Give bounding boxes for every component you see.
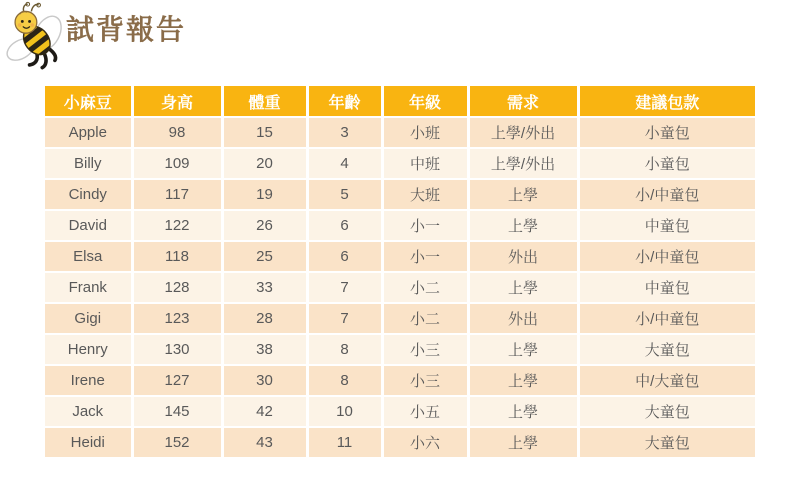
cell-name: Jack (45, 396, 132, 427)
cell-name: Cindy (45, 179, 132, 210)
cell-name: Apple (45, 117, 132, 148)
cell-name: Heidi (45, 427, 132, 458)
cell-need: 外出 (468, 241, 578, 272)
cell-weight: 15 (222, 117, 307, 148)
cell-name: Frank (45, 272, 132, 303)
cell-bag: 小/中童包 (578, 179, 755, 210)
cell-bag: 小/中童包 (578, 241, 755, 272)
table-row (45, 396, 755, 427)
table-header-row (45, 86, 755, 117)
cell-age: 8 (307, 365, 382, 396)
cell-height: 127 (132, 365, 222, 396)
table-row (45, 148, 755, 179)
cell-grade: 小三 (382, 365, 468, 396)
cell-height: 130 (132, 334, 222, 365)
bee-icon (6, 0, 64, 70)
cell-weight: 33 (222, 272, 307, 303)
column-header-bag: 建議包款 (578, 86, 755, 117)
column-header-age: 年齡 (307, 86, 382, 117)
cell-weight: 38 (222, 334, 307, 365)
cell-age: 10 (307, 396, 382, 427)
cell-weight: 42 (222, 396, 307, 427)
cell-age: 8 (307, 334, 382, 365)
cell-need: 上學 (468, 365, 578, 396)
column-header-weight: 體重 (222, 86, 307, 117)
table-row (45, 365, 755, 396)
cell-height: 128 (132, 272, 222, 303)
cell-age: 6 (307, 210, 382, 241)
cell-age: 7 (307, 272, 382, 303)
cell-age: 4 (307, 148, 382, 179)
cell-grade: 大班 (382, 179, 468, 210)
cell-name: Billy (45, 148, 132, 179)
column-header-need: 需求 (468, 86, 578, 117)
column-header-name: 小麻豆 (45, 86, 132, 117)
table-row (45, 179, 755, 210)
cell-need: 上學/外出 (468, 148, 578, 179)
title-block (6, 0, 186, 70)
cell-weight: 43 (222, 427, 307, 458)
cell-need: 上學 (468, 396, 578, 427)
cell-name: Elsa (45, 241, 132, 272)
cell-height: 98 (132, 117, 222, 148)
cell-weight: 30 (222, 365, 307, 396)
cell-bag: 小童包 (578, 117, 755, 148)
table-row (45, 117, 755, 148)
cell-bag: 中/大童包 (578, 365, 755, 396)
cell-need: 上學 (468, 334, 578, 365)
cell-grade: 小一 (382, 241, 468, 272)
cell-need: 上學/外出 (468, 117, 578, 148)
cell-name: Irene (45, 365, 132, 396)
cell-name: Henry (45, 334, 132, 365)
page-title: 試背報告 (66, 14, 187, 45)
table-row (45, 303, 755, 334)
report-table (45, 86, 755, 459)
cell-grade: 小二 (382, 272, 468, 303)
cell-bag: 中童包 (578, 210, 755, 241)
cell-weight: 19 (222, 179, 307, 210)
cell-grade: 小班 (382, 117, 468, 148)
cell-age: 6 (307, 241, 382, 272)
table-row (45, 427, 755, 458)
cell-grade: 小三 (382, 334, 468, 365)
cell-age: 7 (307, 303, 382, 334)
cell-need: 上學 (468, 427, 578, 458)
cell-grade: 中班 (382, 148, 468, 179)
cell-weight: 26 (222, 210, 307, 241)
cell-grade: 小六 (382, 427, 468, 458)
cell-need: 外出 (468, 303, 578, 334)
cell-age: 5 (307, 179, 382, 210)
cell-height: 145 (132, 396, 222, 427)
cell-grade: 小五 (382, 396, 468, 427)
cell-bag: 大童包 (578, 396, 755, 427)
column-header-height: 身高 (132, 86, 222, 117)
cell-weight: 20 (222, 148, 307, 179)
cell-grade: 小一 (382, 210, 468, 241)
cell-bag: 中童包 (578, 272, 755, 303)
cell-need: 上學 (468, 272, 578, 303)
cell-age: 3 (307, 117, 382, 148)
column-header-grade: 年級 (382, 86, 468, 117)
table-row (45, 334, 755, 365)
cell-weight: 25 (222, 241, 307, 272)
cell-bag: 小/中童包 (578, 303, 755, 334)
cell-height: 123 (132, 303, 222, 334)
cell-height: 152 (132, 427, 222, 458)
cell-need: 上學 (468, 179, 578, 210)
cell-age: 11 (307, 427, 382, 458)
cell-height: 118 (132, 241, 222, 272)
table-row (45, 272, 755, 303)
cell-need: 上學 (468, 210, 578, 241)
cell-bag: 大童包 (578, 427, 755, 458)
cell-height: 117 (132, 179, 222, 210)
cell-grade: 小二 (382, 303, 468, 334)
cell-height: 109 (132, 148, 222, 179)
table-row (45, 241, 755, 272)
cell-name: David (45, 210, 132, 241)
cell-bag: 小童包 (578, 148, 755, 179)
cell-name: Gigi (45, 303, 132, 334)
cell-height: 122 (132, 210, 222, 241)
table-row (45, 210, 755, 241)
table-body (45, 117, 755, 458)
cell-bag: 大童包 (578, 334, 755, 365)
cell-weight: 28 (222, 303, 307, 334)
